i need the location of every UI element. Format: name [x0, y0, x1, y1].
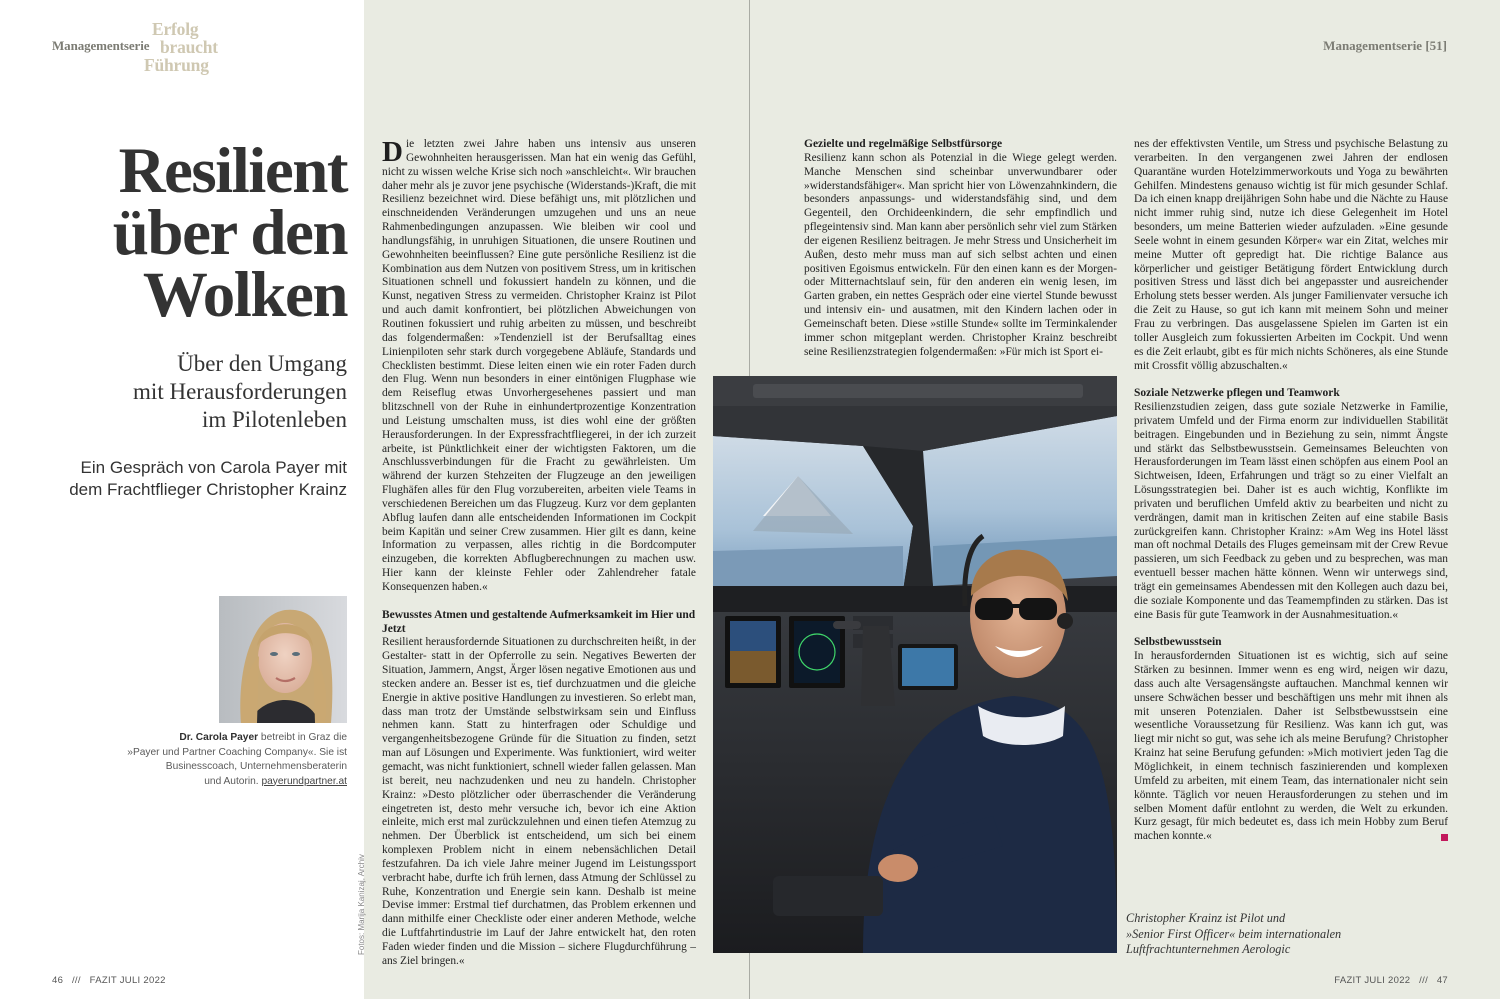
series-label: Managementserie — [52, 38, 150, 53]
subheadline-line: mit Herausforderungen — [133, 379, 347, 404]
author-caption — [127, 731, 347, 789]
headline-line: Wolken — [142, 259, 347, 331]
headline-line: über den — [112, 197, 347, 269]
headline-line: Resilient — [118, 135, 347, 207]
author-caption-text: Businesscoach, Unternehmensberaterin — [165, 761, 347, 772]
subheadline-line: im Pilotenleben — [201, 407, 347, 432]
article-paragraph: Resilienzstudien zeigen, dass gute soziale Netzwerke in Familie, privatem Umfeld und der Firma enorm zur individuellen Stabilität beitragen. Eingebunden und in Beziehung zu sein, nimmt Ängste und stärkt das Selbstbewusstsein. Gemeinsames Beleuchten von Herausforderungen im Team lässt einen schöpfen aus einem Pool an Sichtweisen, Ideen, Erfahrungen und trägt so zu einer Vielfalt an Lösungsstrategien bei. Daher ist es auch wichtig, Konflikte im privaten und beruflichen Umfeld aktiv zu bearbeiten und nicht zu verdrängen, damit man in kritischen Zeiten auf eine stabile Basis zurückgreifen kann. Christopher Krainz: »Am Weg ins Hotel lässt man oft nochmal Details des Fluges gemeinsam mit der Crew Revue passieren, um sich Feedback zu geben und zu besprechen, was man eventuell besser machen hätte können. Wenn wir unterwegs sind, trägt ein gemeinsames Abendessen mit den Kollegen auch dazu bei, die soziale Komponente und das Teamempfinden zu stärken. Das ist eine Basis für gute Teamwork in der Ausnahmesituation.« — [1134, 401, 1448, 621]
author-website-link[interactable]: payerundpartner.at — [261, 775, 347, 787]
intro-text — [69, 457, 347, 501]
article-column-1 — [382, 138, 696, 969]
article-column-3 — [1134, 138, 1448, 844]
subheadline — [133, 350, 347, 434]
author-caption-text: und Autorin. — [204, 775, 262, 787]
photo-caption-line: Christopher Krainz ist Pilot und — [1126, 911, 1286, 925]
author-name: Dr. Carola Payer — [179, 732, 259, 743]
section-heading: Selbstbewusstsein — [1134, 636, 1222, 649]
subheadline-line: Über den Umgang — [177, 351, 347, 376]
intro-line: Ein Gespräch von Carola Payer mit — [80, 458, 347, 477]
article-end-mark — [1441, 834, 1448, 841]
section-heading: Bewusstes Atmen und gestaltende Aufmerksamkeit im Hier und Jetzt — [382, 608, 696, 635]
article-paragraph: In herausfordernden Situationen ist es wichtig, sich auf seine Stärken zu besinnen. Immer wenn es eng wird, neigen wir dazu, dass auch alte Versagensängste auftauchen. Manchmal kennen wir unsere Schwächen besser und beschäftigen uns mehr mit ihnen als mit unseren Potenzialen. Daher ist Selbstbewusstsein eine wesentliche Voraussetzung für Resilienz. Was kann ich gut, was liegt mir nicht so gut, was sehe ich als meine Berufung? Christopher Krainz hat seine Berufung gefunden: »Mich motiviert jeden Tag die Möglichkeit, in einem technisch faszinierenden und komplexen Umfeld zu arbeiten, mit einem Team, das internationaler nicht sein könnte. Täglich vor neuen Herausforderungen zu stehen und im selben Moment dafür entlohnt zu werden, die Welt zu erkunden. Kurz gesagt, für mich bedeutet es, dass ich mein Hobby zum Beruf machen konnte.« — [1134, 650, 1448, 843]
photo-caption — [1126, 911, 1341, 958]
folio-right: FAZIT JULI 2022 /// 47 — [1334, 975, 1448, 986]
article-column-2 — [804, 138, 1117, 360]
article-paragraph: Die letzten zwei Jahre haben uns intensiv aus unseren Gewohnheiten herausgerissen. Man hat ein wenig das Gefühl, nicht zu wissen welche Krise sich noch »anschleicht«. Wir brauchen daher mehr als je zuvor jene psychische (Widerstands-)Kraft, die mit Resilienz bezeichnet wird. Diese befähigt uns, mit plötzlichen und einschneidenden Veränderungen umzugehen und uns an neue Rahmenbedingungen anzupassen. Wie bleiben wir cool und handlungsfähig, in unruhigen Situationen, die unsere Routinen und Gewohnheiten beeinflussen? Eine gute persönliche Resilienz ist die Kombination aus dem Nutzen von positivem Stress, um in kritischen Situationen schnell und fokussiert handeln zu können, und die Kunst, negativen Stress zu vermeiden. Christopher Krainz ist Pilot und auch damit konfrontiert, bei plötzlichen Abweichungen von Routinen fokussiert und ruhig arbeiten zu müssen, und beschreibt das folgendermaßen: »Tendenziell ist der Berufsalltag eines Linienpiloten sehr stark durch vorgegebene Abläufe, Standards und Checklisten bestimmt. Diese leiten einen wie ein roter Faden durch den Flug. Wenn nun besonders in einer eintönigen Flugphase wie dem Reiseflug etwas Unvorhergesehenes passiert und man blitzschnell von der Ruhe in einhundertprozentige Konzentration und Leistung umschalten muss, ist dies wohl eine der größten Herausforderungen. In der Expressfrachtfliegerei, in der ich zurzeit arbeite, ist Pünktlichkeit einer der wichtigsten Faktoren, um die Anschlussverbindungen für die Fracht zu gewährleisten. Um während der kurzen Stehzeiten der Flugzeuge an den jeweiligen Flughäfen alles für den Flug vorzubereiten, arbeiten viele Teams in verschiedenen Bereichen um das Flugzeug. Kurz vor dem geplanten Abflug laufen dann alle entscheidenden Informationen im Cockpit beim Kapitän und seiner Crew zusammen. Hier gilt es dann, keine Information zu verpassen, alles richtig in die Bordcomputer einzugeben, die korrekten Abflugberechnungen zu machen usw. Hier kann der kleinste Fehler oder Zahlendreher fatale Konsequenzen haben.« — [382, 136, 696, 593]
series-label-right: Managementserie [51] — [1323, 38, 1447, 53]
folio-left: 46 /// FAZIT JULI 2022 — [52, 975, 166, 986]
author-portrait — [219, 596, 347, 723]
article-paragraph: Resilienz kann schon als Potenzial in die Wiege gelegt werden. Manche Menschen sind scheinbar unverwundbarer oder »widerstandsfähiger«. Man spricht hier von Löwenzahnkindern, die besonders anpassungs- und widerstandsfähig sind, und dem Gegenteil, den Orchideenkindern, die sehr empfindlich und pflegeintensiv sind. Man kann aber persönlich sehr viel zum Stärken der eigenen Resilienz beitragen. Je mehr Stress und Unsicherheit im Außen, desto mehr muss man auf sich selbst achten und einen positiven Egoismus entwickeln. Für den einen kann es der Morgen- oder Mitternachtslauf sein, für den anderen ein wenig lesen, im Garten graben, ein nettes Gespräch oder eine viertel Stunde bewusst und intensiv ein- und ausatmen, mit den Kindern lachen oder in Gemeinschaft beten. Diese »stille Stunde« sollte im Terminkalender immer schon mitgeplant werden. Christopher Krainz beschreibt seine Resilienzstrategien folgendermaßen: »Für mich ist Sport ei- — [804, 151, 1117, 358]
author-caption-text: »Payer und Partner Coaching Company«. Sie ist — [127, 746, 347, 758]
article-paragraph: nes der effektivsten Ventile, um Stress und psychische Belastung zu verarbeiten. In den vergangenen zwei Jahren der endlosen Quarantäne wurden Hotelzimmerworkouts und Yoga zu bewährten Gehilfen. Mindestens genauso wichtig ist für mich gesunder Schlaf. Da ich einen knapp dreijährigen Sohn habe und die Nächte zu Hause nicht immer ruhig sind, nutze ich diese Gelegenheit im Hotel besonders, um meine Batterien wieder aufzuladen. »Eine gesunde Seele wohnt in einem gesunden Körper« war ein Zitat, welches mir meine Mutter oft gepredigt hat. Die richtige Balance aus körperlicher und geistiger Betätigung fördert Entwicklung durch positiven Stress und lässt dich bei angepasster und ausreichender Erholung stets besser werden. Als junger Familienvater versuche ich die Zeit zu Hause, so gut ich kann mit meinem Sohn und meiner Frau zu verbringen. Das ausgelassene Spielen im Garten ist ein toller Ausgleich zum fokussierten Arbeiten im Cockpit. Und wenn es die Zeit erlaubt, gibt es für mich nichts Schöneres, als eine Stunde mit Crossfit völlig abzuschalten.« — [1134, 138, 1448, 372]
headline — [112, 135, 347, 331]
photo-caption-line: »Senior First Officer« beim internationalen — [1126, 926, 1342, 941]
series-logo-line-2: braucht — [160, 37, 218, 57]
section-heading: Gezielte und regelmäßige Selbstfürsorge — [804, 138, 1003, 150]
intro-line: dem Frachtflieger Christopher Krainz — [69, 480, 347, 499]
section-heading: Soziale Netzwerke pflegen und Teamwork — [1134, 387, 1340, 400]
series-logo — [52, 20, 242, 75]
article-paragraph: Resilient herausfordernde Situationen zu durchschreiten heißt, in der Gestalter- statt in der Opferrolle zu sein. Negatives Bewerten der Situation, Jammern, Angst, Ärger lösen negative Emotionen aus und stecken andere an. Besser ist es, tief durchzuatmen und die gleiche Energie in aktive positive Handlungen zu investieren. So erlebt man, dass man trotz der Umstände selbstwirksam sein und Einfluss nehmen kann. Statt zu hinterfragen oder Schuldige und vergangenheitsbezogene Gründe für die Situation zu finden, setzt man auf Lösungen und Experimente. Was funktioniert, wird weiter gemacht, was nicht funktioniert, schnell wieder fallen gelassen. Man ist bereit, neu nachzudenken und neu zu handeln. Christopher Krainz: »Desto plötzlicher oder überraschender die Veränderung eingetreten ist, desto mehr versuche ich, bevor ich eine Aktion einleite, mich erst mal zurückzulehnen und einen tiefen Atemzug zu nehmen. Der Überblick ist entscheidend, um sich bei einem komplexen Problem nicht in einem nebensächlichen Detail festzufahren. Da ich viele Jahre meiner Jugend im Leistungssport verbracht habe, durfte ich früh lernen, dass Atmung der Schlüssel zu Ruhe, Konzentration und Energie sein kann. Deshalb ist meine Devise immer: Erstmal tief durchatmen, das Problem erkennen und dann mithilfe einer Checkliste oder einer anderen Methode, welche die Luftfahrtindustrie im Lauf der Jahre entwickelt hat, den roten Faden wieder finden und die Mission – sichere Flugdurchführung – ans Ziel bringen.« — [382, 636, 696, 967]
cockpit-photo — [713, 376, 1117, 953]
series-logo-line-3: Führung — [144, 55, 209, 75]
drop-cap: D — [382, 136, 403, 168]
author-caption-text: betreibt in Graz die — [258, 732, 347, 743]
photo-credit: Fotos: Marija Kanizaj, Archiv — [357, 854, 366, 955]
series-logo-line-1: Erfolg — [152, 19, 199, 39]
photo-caption-line: Luftfrachtunternehmen Aerologic — [1126, 942, 1291, 956]
